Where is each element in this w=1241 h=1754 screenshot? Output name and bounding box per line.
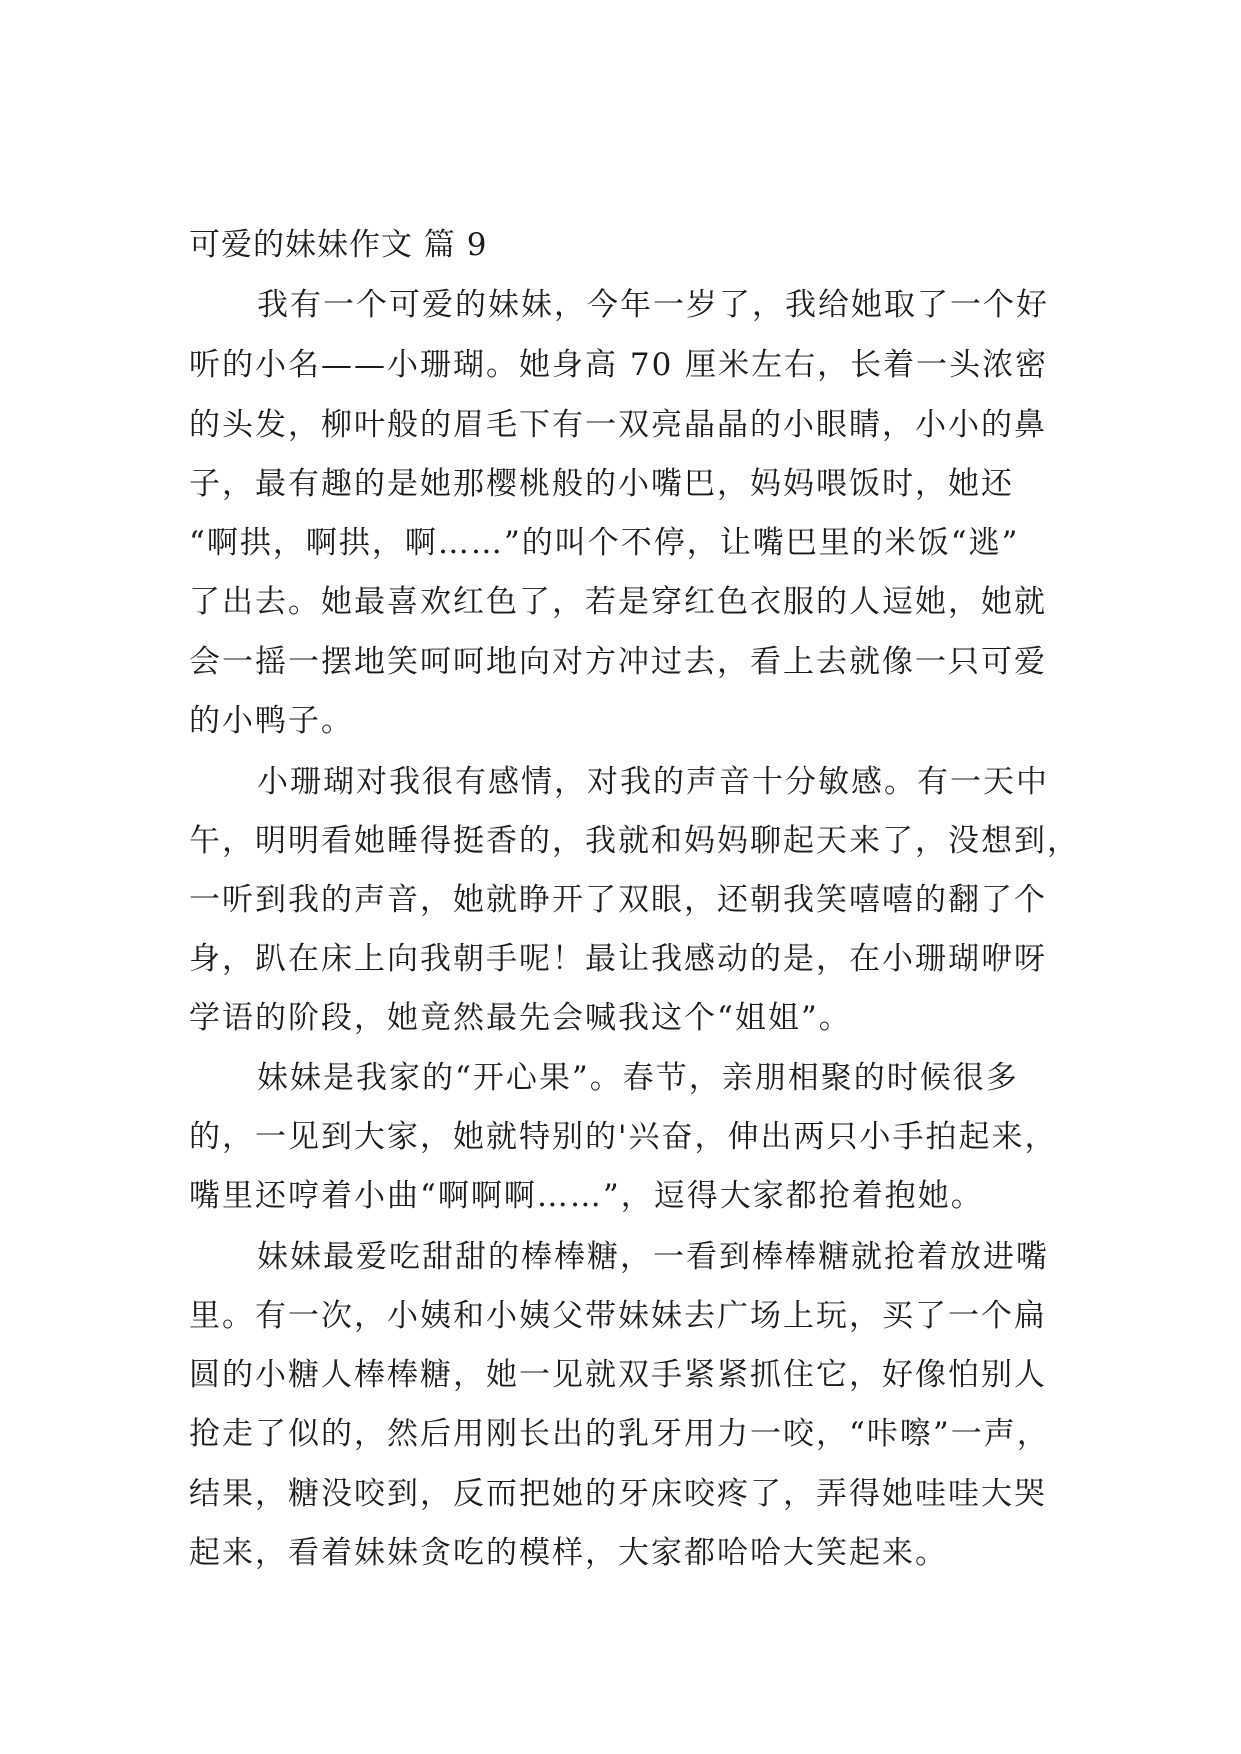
text-line: 起来，看着妹妹贪吃的模样，大家都哈哈大笑起来。 — [189, 1535, 948, 1571]
text-line: “啊拱，啊拱，啊……”的叫个不停，让嘴巴里的米饭“逃” — [189, 525, 1020, 561]
text-line: 里。有一次，小姨和小姨父带妹妹去广场上玩，买了一个扁 — [189, 1298, 1047, 1334]
text-line: 身，趴在床上向我朝手呢！最让我感动的是，在小珊瑚咿呀 — [189, 941, 1047, 977]
text-line: 的小鸭子。 — [189, 703, 354, 739]
text-line: 听的小名——小珊瑚。她身高 70 厘米左右，长着一头浓密 — [189, 347, 1049, 383]
text-line: 的，一见到大家，她就特别的'兴奋，伸出两只小手拍起来， — [189, 1119, 1058, 1155]
document-title: 可爱的妹妹作文 篇 9 — [189, 227, 488, 263]
text-line: 抢走了似的，然后用刚长出的乳牙用力一咬，“咔嚓”一声， — [189, 1416, 1050, 1452]
text-line: 我有一个可爱的妹妹，今年一岁了，我给她取了一个好 — [257, 287, 1049, 323]
text-line: 午，明明看她睡得挺香的，我就和妈妈聊起天来了，没想到， — [189, 823, 1080, 859]
text-line: 嘴里还哼着小曲“啊啊啊……”，逗得大家都抢着抱她。 — [189, 1178, 984, 1214]
text-line: 圆的小糖人棒棒糖，她一见就双手紧紧抓住它，好像怕别人 — [189, 1357, 1047, 1393]
text-line: 一听到我的声音，她就睁开了双眼，还朝我笑嘻嘻的翻了个 — [189, 882, 1047, 918]
text-line: 学语的阶段，她竟然最先会喊我这个“姐姐”。 — [189, 1000, 852, 1036]
text-line: 的头发，柳叶般的眉毛下有一双亮晶晶的小眼睛，小小的鼻 — [189, 407, 1047, 443]
text-line: 了出去。她最喜欢红色了，若是穿红色衣服的人逗她，她就 — [189, 584, 1047, 620]
text-line: 会一摇一摆地笑呵呵地向对方冲过去，看上去就像一只可爱 — [189, 644, 1047, 680]
text-line: 结果，糖没咬到，反而把她的牙床咬疼了，弄得她哇哇大哭 — [189, 1476, 1047, 1512]
text-line: 小珊瑚对我很有感情，对我的声音十分敏感。有一天中 — [257, 764, 1049, 800]
text-line: 妹妹最爱吃甜甜的棒棒糖，一看到棒棒糖就抢着放进嘴 — [257, 1239, 1049, 1275]
text-line: 子，最有趣的是她那樱桃般的小嘴巴，妈妈喂饭时，她还 — [189, 466, 1014, 502]
text-line: 妹妹是我家的“开心果”。春节，亲朋相聚的时候很多 — [257, 1060, 1019, 1096]
